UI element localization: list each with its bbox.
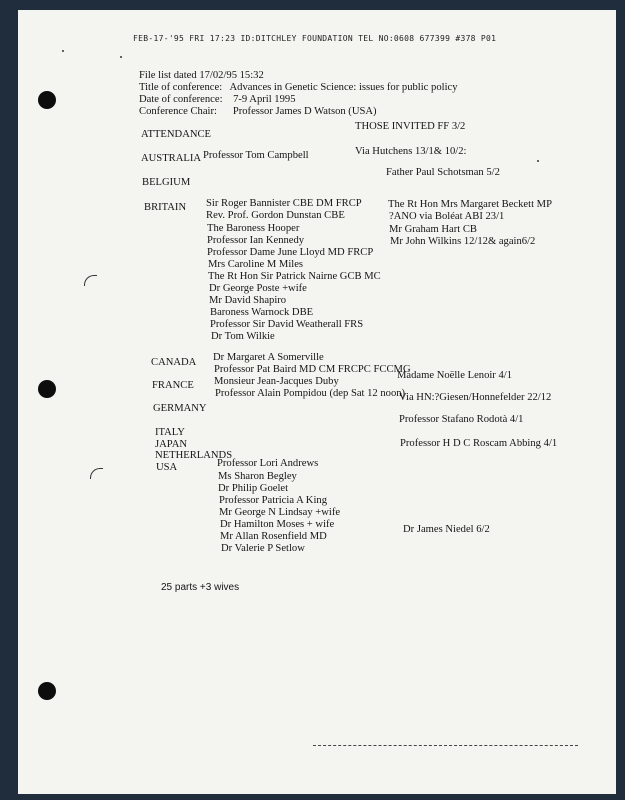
participant-total: 25 parts +3 wives <box>161 582 240 593</box>
speck <box>120 56 122 58</box>
invited-britain: ?ANO via Boléat ABI 23/1 <box>389 211 505 222</box>
country-italy: ITALY <box>155 427 185 438</box>
attendee-britain: Professor Dame June Lloyd MD FRCP <box>207 247 374 258</box>
attendee-britain: Dr Tom Wilkie <box>211 331 275 342</box>
attendee-britain: Rev. Prof. Gordon Dunstan CBE <box>206 210 345 221</box>
attendee-usa: Dr Hamilton Moses + wife <box>220 519 335 530</box>
conference-date-line: Date of conference: 7-9 April 1995 <box>139 94 296 105</box>
country-canada: CANADA <box>151 357 197 368</box>
speck <box>62 50 64 52</box>
punch-hole-bottom <box>38 682 56 700</box>
invited-belgium: Father Paul Schotsman 5/2 <box>386 167 500 178</box>
fax-edge-line <box>313 745 578 746</box>
speck <box>537 160 539 162</box>
attendee-britain: Sir Roger Bannister CBE DM FRCP <box>206 198 362 209</box>
attendee-usa: Professor Lori Andrews <box>217 458 319 469</box>
attendance-heading: ATTENDANCE <box>141 129 212 140</box>
file-list-line: File list dated 17/02/95 15:32 <box>139 70 264 81</box>
pen-mark <box>84 275 97 286</box>
country-germany: GERMANY <box>153 403 207 414</box>
conference-chair-line: Conference Chair: Professor James D Watson (USA) <box>139 106 377 117</box>
punch-hole-middle <box>38 380 56 398</box>
attendee-usa: Professor Patricia A King <box>219 495 327 506</box>
invited-britain: Mr John Wilkins 12/12& again6/2 <box>390 236 536 247</box>
invited-italy: Professor Stafano Rodotà 4/1 <box>399 414 524 425</box>
attendee-canada: Dr Margaret A Somerville <box>213 352 324 363</box>
attendee-usa: Mr Allan Rosenfield MD <box>220 531 327 542</box>
attendee-britain: Professor Sir David Weatherall FRS <box>210 319 364 330</box>
country-australia: AUSTRALIA <box>141 153 202 164</box>
fax-page <box>18 10 616 794</box>
attendee-britain: Dr George Poste +wife <box>209 283 307 294</box>
country-usa: USA <box>156 462 178 473</box>
invited-netherlands: Professor H D C Roscam Abbing 4/1 <box>400 438 558 449</box>
attendee-usa: Dr Philip Goelet <box>218 483 289 494</box>
attendee-britain: The Baroness Hooper <box>207 223 300 234</box>
invited-germany: Via HN:?Giesen/Honnefelder 22/12 <box>399 392 552 403</box>
attendee-britain: Professor Ian Kennedy <box>207 235 305 246</box>
invited-heading: THOSE INVITED FF 3/2 <box>355 121 466 132</box>
country-netherlands: NETHERLANDS <box>155 450 233 461</box>
attendee-britain: Mrs Caroline M Miles <box>208 259 304 270</box>
country-japan: JAPAN <box>155 439 187 450</box>
attendee-usa: Mr George N Lindsay +wife <box>219 507 341 518</box>
attendee-usa: Dr Valerie P Setlow <box>221 543 305 554</box>
fax-header: FEB-17-'95 FRI 17:23 ID:DITCHLEY FOUNDATION TEL NO:0608 677399 #378 P01 <box>133 34 497 43</box>
country-france: FRANCE <box>152 380 194 391</box>
attendee-britain: Mr David Shapiro <box>209 295 287 306</box>
conference-title-line: Title of conference: Advances in Genetic Science: issues for public policy <box>139 82 458 93</box>
punch-hole-top <box>38 91 56 109</box>
invited-britain: The Rt Hon Mrs Margaret Beckett MP <box>388 199 552 210</box>
country-britain: BRITAIN <box>144 202 187 213</box>
attendee-australia: Professor Tom Campbell <box>203 150 309 161</box>
pen-mark <box>90 468 103 479</box>
invited-france: Madame Noëlle Lenoir 4/1 <box>397 370 513 381</box>
attendee-france: Professor Alain Pompidou (dep Sat 12 noon) <box>215 388 406 399</box>
country-belgium: BELGIUM <box>142 177 191 188</box>
attendee-britain: Baroness Warnock DBE <box>210 307 314 318</box>
invited-usa: Dr James Niedel 6/2 <box>403 524 490 535</box>
invited-britain: Mr Graham Hart CB <box>389 224 477 235</box>
attendee-britain: The Rt Hon Sir Patrick Nairne GCB MC <box>208 271 381 282</box>
attendee-canada: Professor Pat Baird MD CM FRCPC FCCMG <box>214 364 411 375</box>
attendee-france: Monsieur Jean-Jacques Duby <box>214 376 339 387</box>
invited-australia: Via Hutchens 13/1& 10/2: <box>355 146 467 157</box>
attendee-usa: Ms Sharon Begley <box>218 471 297 482</box>
